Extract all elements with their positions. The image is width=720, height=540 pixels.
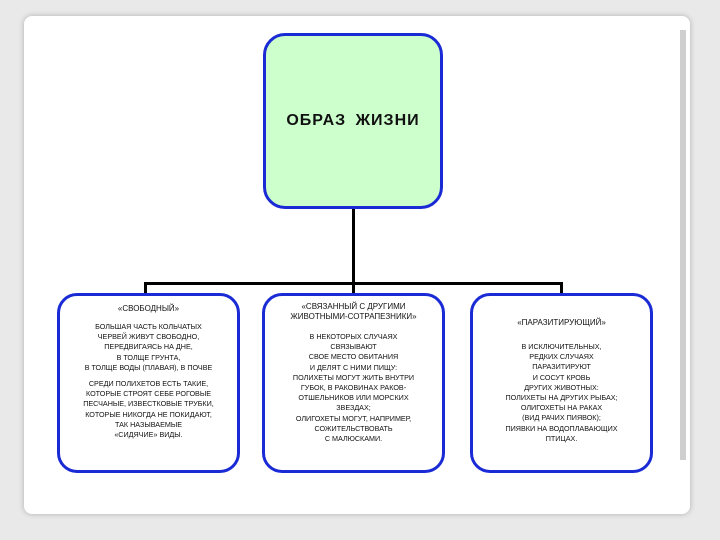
branch-free-living-text: БОЛЬШАЯ ЧАСТЬ КОЛЬЧАТЫХ ЧЕРВЕЙ ЖИВУТ СВОБОДНО, ПЕРЕДВИГАЯСЬ НА ДНЕ, В ТОЛЩЕ ГРУНТА, В ТОЛЩЕ ВОДЫ (ПЛАВАЯ), В ПОЧВЕ <box>84 322 213 372</box>
branch-parasitic <box>470 293 653 473</box>
branch-free-living-text-2: СРЕДИ ПОЛИХЕТОВ ЕСТЬ ТАКИЕ, КОТОРЫЕ СТРОЯТ СЕБЕ РОГОВЫЕ ПЕСЧАНЫЕ, ИЗВЕСТКОВЫЕ ТРУБКИ, КОТОРЫЕ НИКОГДА НЕ ПОКИДАЮТ, ТАК НАЗЫВАЕМЫЕ «СИДЯЧИЕ» ВИДЫ. <box>83 379 214 440</box>
branch-parasitic-title: «ПАРАЗИТИРУЮЩИЙ» <box>517 318 606 327</box>
slide-edge <box>680 30 686 460</box>
branch-commensal-text: В НЕКОТОРЫХ СЛУЧАЯХ СВЯЗЫВАЮТ СВОЕ МЕСТО ОБИТАНИЯ И ДЕЛЯТ С НИМИ ПИЩУ: ПОЛИХЕТЫ МОГУТ ЖИТЬ ВНУТРИ ГУБОК, В РАКОВИНАХ РАКОВ- ОТШЕЛЬНИКОВ ИЛИ МОРСКИХ ЗВЕЗДАХ; ОЛИГОХЕТЫ МОГУТ, НАПРИМЕР, СОЖИТЕЛЬСТВОВАТЬ С МАЛЮСКАМИ. <box>292 332 415 444</box>
root-title: ОБРАЗ ЖИЗНИ <box>286 112 420 129</box>
branch-free-living <box>57 293 240 473</box>
branch-parasitic-text: В ИСКЛЮЧИТЕЛЬНЫХ, РЕДКИХ СЛУЧАЯХ ПАРАЗИТИРУЮТ И СОСУТ КРОВЬ ДРУГИХ ЖИВОТНЫХ: ПОЛИХЕТЫ НА ДРУГИХ РЫБАХ; ОЛИГОХЕТЫ НА РАКАХ (ВИД РАЧИХ ПИЯВОК); ПИЯВКИ НА ВОДОПЛАВАЮЩИХ ПТИЦАХ. <box>505 342 618 443</box>
root-node <box>263 33 443 209</box>
branch-commensal <box>262 293 445 473</box>
branch-free-living-title: «СВОБОДНЫЙ» <box>117 304 180 313</box>
connector-root-vertical <box>352 209 355 283</box>
branch-commensal-title: «СВЯЗАННЫЙ С ДРУГИМИ ЖИВОТНЫМИ-СОТРАПЕЗНИКИ» <box>290 302 417 321</box>
